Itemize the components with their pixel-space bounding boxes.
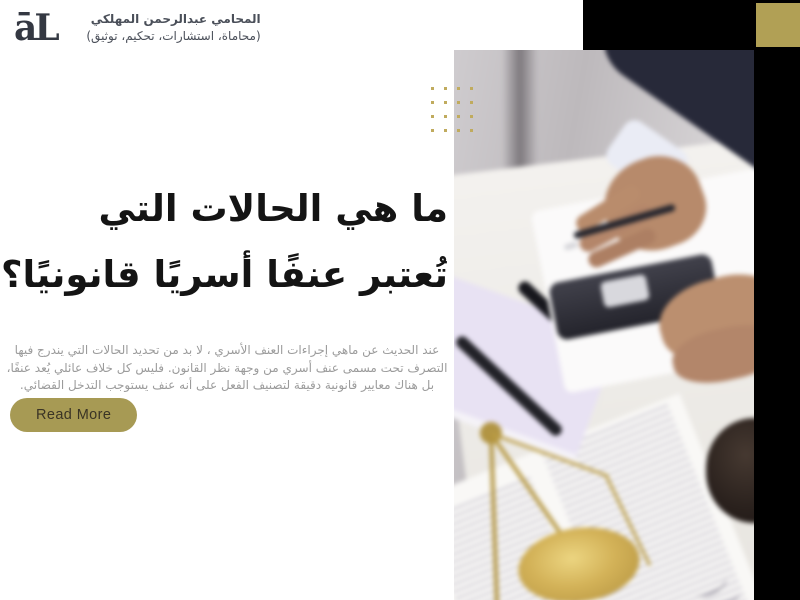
photo-layers	[454, 50, 754, 600]
dot	[444, 129, 447, 132]
dot	[457, 115, 460, 118]
gold-corner-square	[756, 3, 800, 47]
page-title-line1: ما هي الحالات التي	[98, 187, 448, 230]
dot	[431, 101, 434, 104]
brand-text	[71, 6, 261, 45]
intro-paragraph: عند الحديث عن ماهي إجراءات العنف الأسري ، لا بد من تحديد الحالات التي يندرج فيها التصرف تحت مسمى عنف أسري من وجهة نظر القانون. فليس كل خلاف عائلي يُعد عنفًا، بل هناك معايير قانونية دقيقة لتصنيف الفعل على أنه عنف يستوجب التدخل القضائي.	[6, 343, 448, 392]
brand-block	[14, 6, 261, 50]
read-more-button[interactable]: Read More	[10, 398, 137, 432]
lawyer-desk-photo	[454, 50, 754, 600]
dot	[457, 101, 460, 104]
dot	[431, 115, 434, 118]
dot	[444, 101, 447, 104]
page-title-line2: تُعتبر عنفًا أسريًا قانونيًا؟	[1, 253, 448, 296]
dots-grid	[431, 87, 473, 132]
right-black-bar	[754, 0, 800, 600]
dot	[444, 115, 447, 118]
dot	[470, 87, 473, 90]
brand-name: المحامي عبدالرحمن المهلكي	[90, 12, 261, 26]
dot	[457, 129, 460, 132]
dot	[444, 87, 447, 90]
dot	[431, 87, 434, 90]
dot	[457, 87, 460, 90]
page-title	[1, 176, 448, 308]
top-black-bar	[583, 0, 754, 50]
dot	[470, 115, 473, 118]
dot	[470, 129, 473, 132]
dot	[470, 101, 473, 104]
brand-tagline: (محاماة، استشارات، تحكيم، توثيق)	[86, 29, 261, 43]
law-firm-logo-icon: āL	[14, 7, 57, 49]
dot	[431, 129, 434, 132]
